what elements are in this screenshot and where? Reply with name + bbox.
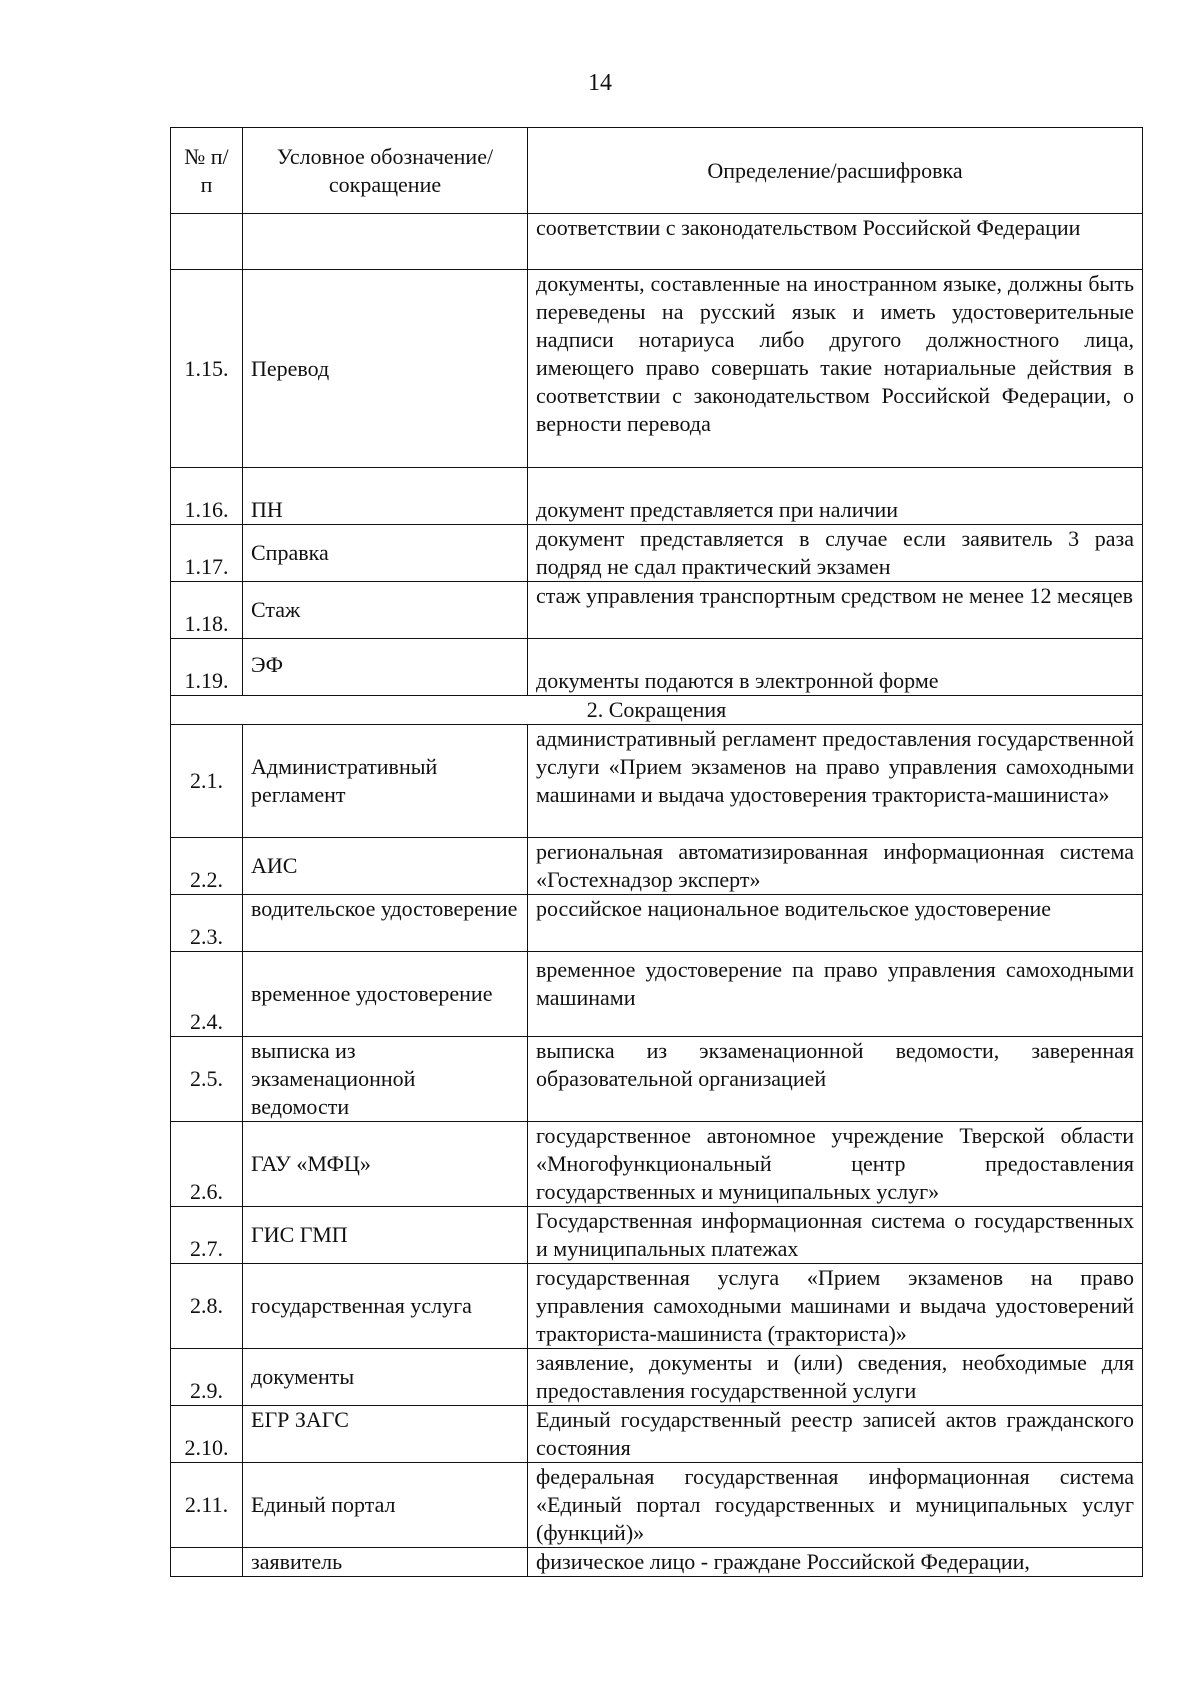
table-row	[171, 214, 1143, 270]
table-row	[171, 1463, 1143, 1548]
row-abbreviation: ЭФ	[243, 639, 528, 696]
row-number: 2.10.	[171, 1406, 243, 1463]
row-number	[171, 1548, 243, 1577]
section-row	[171, 696, 1143, 725]
row-number: 2.7.	[171, 1207, 243, 1264]
row-number: 2.5.	[171, 1037, 243, 1122]
row-number: 2.4.	[171, 952, 243, 1037]
row-abbreviation: заявитель	[243, 1548, 528, 1577]
table-row	[171, 525, 1143, 582]
row-abbreviation: ЕГР ЗАГС	[243, 1406, 528, 1463]
section-title: 2. Сокращения	[171, 696, 1143, 725]
table-row	[171, 1548, 1143, 1577]
row-definition: выписка из экзаменационной ведомости, заверенная образовательной организацией	[528, 1037, 1143, 1122]
table-row	[171, 468, 1143, 525]
table-row	[171, 1037, 1143, 1122]
row-abbreviation: ГАУ «МФЦ»	[243, 1122, 528, 1207]
row-definition: государственное автономное учреждение Тверской области «Многофункциональный центр предоставления государственных и муниципальных услуг»	[528, 1122, 1143, 1207]
table-header-row	[171, 128, 1143, 214]
row-definition: Государственная информационная система о государственных и муниципальных платежах	[528, 1207, 1143, 1264]
table-row	[171, 582, 1143, 639]
row-abbreviation: ГИС ГМП	[243, 1207, 528, 1264]
definitions-table	[170, 127, 1143, 1577]
row-definition: документ представляется при наличии	[528, 468, 1143, 525]
row-abbreviation: документы	[243, 1349, 528, 1406]
header-definition: Определение/расшифровка	[528, 128, 1143, 214]
table-row	[171, 952, 1143, 1037]
row-definition: Единый государственный реестр записей актов гражданского состояния	[528, 1406, 1143, 1463]
row-definition: заявление, документы и (или) сведения, необходимые для предоставления государственной услуги	[528, 1349, 1143, 1406]
row-number: 1.19.	[171, 639, 243, 696]
row-abbreviation: Стаж	[243, 582, 528, 639]
table-row	[171, 1406, 1143, 1463]
row-definition: федеральная государственная информационная система «Единый портал государственных и муниципальных услуг (функций)»	[528, 1463, 1143, 1548]
row-abbreviation: Перевод	[243, 270, 528, 468]
header-number: № п/п	[171, 128, 243, 214]
row-number	[171, 214, 243, 270]
row-number: 2.11.	[171, 1463, 243, 1548]
row-abbreviation: временное удостоверение	[243, 952, 528, 1037]
row-definition: временное удостоверение па право управления самоходными машинами	[528, 952, 1143, 1037]
row-definition: соответствии с законодательством Российской Федерации	[528, 214, 1143, 270]
row-number: 2.8.	[171, 1264, 243, 1349]
table-row	[171, 270, 1143, 468]
row-abbreviation: Административный регламент	[243, 725, 528, 838]
table-row	[171, 1207, 1143, 1264]
table-row	[171, 895, 1143, 952]
row-abbreviation: АИС	[243, 838, 528, 895]
row-abbreviation: ПН	[243, 468, 528, 525]
row-number: 1.17.	[171, 525, 243, 582]
table-row	[171, 1122, 1143, 1207]
row-definition: региональная автоматизированная информационная система «Гостехнадзор эксперт»	[528, 838, 1143, 895]
row-definition: административный регламент предоставления государственной услуги «Прием экзаменов на право управления самоходными машинами и выдача удостоверения тракториста-машиниста»	[528, 725, 1143, 838]
table-row	[171, 639, 1143, 696]
row-number: 2.3.	[171, 895, 243, 952]
table-row	[171, 838, 1143, 895]
row-number: 1.15.	[171, 270, 243, 468]
row-abbreviation	[243, 214, 528, 270]
row-number: 2.9.	[171, 1349, 243, 1406]
row-definition: физическое лицо - граждане Российской Федерации,	[528, 1548, 1143, 1577]
row-number: 1.16.	[171, 468, 243, 525]
row-abbreviation: государственная услуга	[243, 1264, 528, 1349]
row-number: 2.2.	[171, 838, 243, 895]
row-number: 2.6.	[171, 1122, 243, 1207]
table-row	[171, 725, 1143, 838]
row-abbreviation: выписка из экзаменационной ведомости	[243, 1037, 528, 1122]
header-abbreviation: Условное обозначение/сокращение	[243, 128, 528, 214]
row-abbreviation: водительское удостоверение	[243, 895, 528, 952]
table-row	[171, 1264, 1143, 1349]
row-number: 2.1.	[171, 725, 243, 838]
row-abbreviation: Справка	[243, 525, 528, 582]
row-definition: документы, составленные на иностранном языке, должны быть переведены на русский язык и иметь удостоверительные надписи нотариуса либо другого должностного лица, имеющего право совершать такие нотариальные действия в соответствии с законодательством Российской Федерации, о верности перевода	[528, 270, 1143, 468]
row-number: 1.18.	[171, 582, 243, 639]
table-row	[171, 1349, 1143, 1406]
row-definition: документ представляется в случае если заявитель 3 раза подряд не сдал практический экзамен	[528, 525, 1143, 582]
row-abbreviation: Единый портал	[243, 1463, 528, 1548]
row-definition: государственная услуга «Прием экзаменов на право управления самоходными машинами и выдача удостоверений тракториста-машиниста (тракториста)»	[528, 1264, 1143, 1349]
row-definition: документы подаются в электронной форме	[528, 639, 1143, 696]
page-number: 14	[588, 70, 612, 96]
row-definition: стаж управления транспортным средством не менее 12 месяцев	[528, 582, 1143, 639]
row-definition: российское национальное водительское удостоверение	[528, 895, 1143, 952]
